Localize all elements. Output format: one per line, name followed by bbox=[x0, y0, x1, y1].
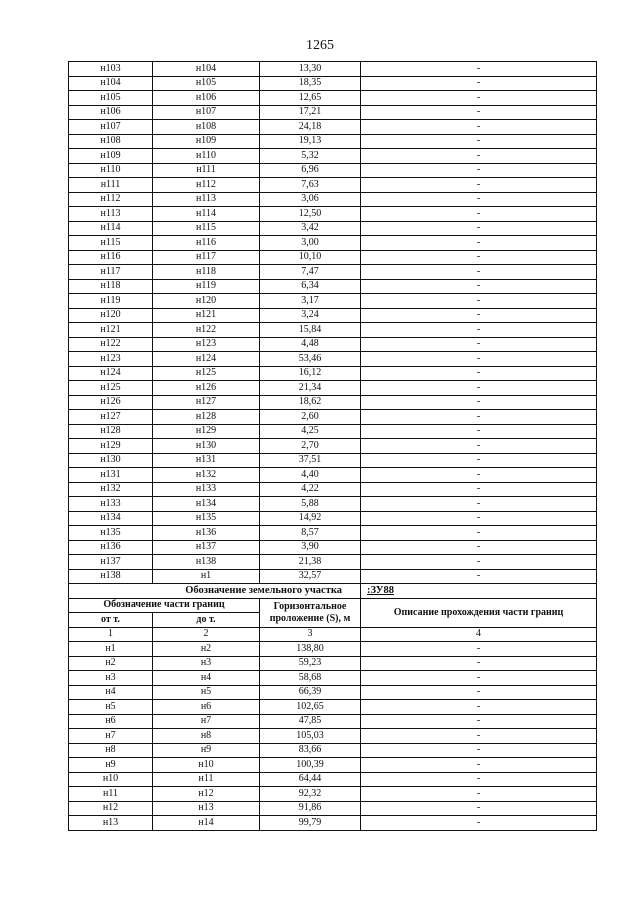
table-row bbox=[69, 540, 597, 555]
to-point: н6 bbox=[153, 700, 260, 715]
length-value: 59,23 bbox=[260, 656, 361, 671]
to-point: н118 bbox=[153, 265, 260, 280]
description-value: - bbox=[361, 526, 597, 541]
from-point: н131 bbox=[69, 468, 153, 483]
table-row bbox=[69, 221, 597, 236]
table-row bbox=[69, 714, 597, 729]
to-point: н104 bbox=[153, 62, 260, 77]
table-row bbox=[69, 236, 597, 251]
length-value: 12,50 bbox=[260, 207, 361, 222]
table-row bbox=[69, 671, 597, 686]
from-point: н133 bbox=[69, 497, 153, 512]
table-row bbox=[69, 801, 597, 816]
length-value: 5,32 bbox=[260, 149, 361, 164]
table-row bbox=[69, 105, 597, 120]
from-point: н120 bbox=[69, 308, 153, 323]
to-point: н131 bbox=[153, 453, 260, 468]
length-value: 8,57 bbox=[260, 526, 361, 541]
length-value: 4,25 bbox=[260, 424, 361, 439]
column-number: 1 bbox=[69, 627, 153, 642]
from-point: н130 bbox=[69, 453, 153, 468]
length-value: 37,51 bbox=[260, 453, 361, 468]
table-row bbox=[69, 642, 597, 657]
length-value: 6,96 bbox=[260, 163, 361, 178]
description-value: - bbox=[361, 62, 597, 77]
length-value: 5,88 bbox=[260, 497, 361, 512]
boundary-rows-bottom bbox=[69, 642, 597, 831]
description-value: - bbox=[361, 424, 597, 439]
length-value: 2,70 bbox=[260, 439, 361, 454]
description-value: - bbox=[361, 236, 597, 251]
header-parts: Обозначение части границ bbox=[69, 598, 260, 613]
to-point: н136 bbox=[153, 526, 260, 541]
description-value: - bbox=[361, 294, 597, 309]
description-value: - bbox=[361, 671, 597, 686]
length-value: 3,17 bbox=[260, 294, 361, 309]
length-value: 15,84 bbox=[260, 323, 361, 338]
to-point: н111 bbox=[153, 163, 260, 178]
length-value: 18,35 bbox=[260, 76, 361, 91]
description-value: - bbox=[361, 787, 597, 802]
length-value: 32,57 bbox=[260, 569, 361, 584]
to-point: н137 bbox=[153, 540, 260, 555]
table-row bbox=[69, 352, 597, 367]
from-point: н111 bbox=[69, 178, 153, 193]
from-point: н128 bbox=[69, 424, 153, 439]
length-value: 7,63 bbox=[260, 178, 361, 193]
description-value: - bbox=[361, 323, 597, 338]
length-value: 3,24 bbox=[260, 308, 361, 323]
length-value: 3,06 bbox=[260, 192, 361, 207]
description-value: - bbox=[361, 308, 597, 323]
length-value: 138,80 bbox=[260, 642, 361, 657]
to-point: н117 bbox=[153, 250, 260, 265]
table-row bbox=[69, 178, 597, 193]
length-value: 105,03 bbox=[260, 729, 361, 744]
table-row bbox=[69, 685, 597, 700]
from-point: н118 bbox=[69, 279, 153, 294]
table-row bbox=[69, 279, 597, 294]
length-value: 21,38 bbox=[260, 555, 361, 570]
table-row bbox=[69, 656, 597, 671]
table-row bbox=[69, 149, 597, 164]
description-value: - bbox=[361, 439, 597, 454]
from-point: н113 bbox=[69, 207, 153, 222]
from-point: н9 bbox=[69, 758, 153, 773]
description-value: - bbox=[361, 120, 597, 135]
to-point: н130 bbox=[153, 439, 260, 454]
table-row bbox=[69, 772, 597, 787]
plot-row bbox=[69, 584, 597, 599]
length-value: 13,30 bbox=[260, 62, 361, 77]
description-value: - bbox=[361, 337, 597, 352]
to-point: н126 bbox=[153, 381, 260, 396]
table-row bbox=[69, 758, 597, 773]
length-value: 3,90 bbox=[260, 540, 361, 555]
description-value: - bbox=[361, 468, 597, 483]
table-row bbox=[69, 468, 597, 483]
from-point: н122 bbox=[69, 337, 153, 352]
length-value: 24,18 bbox=[260, 120, 361, 135]
from-point: н103 bbox=[69, 62, 153, 77]
from-point: н12 bbox=[69, 801, 153, 816]
from-point: н8 bbox=[69, 743, 153, 758]
column-numbers-row bbox=[69, 627, 597, 642]
table-row bbox=[69, 453, 597, 468]
to-point: н10 bbox=[153, 758, 260, 773]
table-row bbox=[69, 323, 597, 338]
to-point: н12 bbox=[153, 787, 260, 802]
header-from: от т. bbox=[69, 613, 153, 628]
from-point: н129 bbox=[69, 439, 153, 454]
from-point: н116 bbox=[69, 250, 153, 265]
length-value: 83,66 bbox=[260, 743, 361, 758]
length-value: 10,10 bbox=[260, 250, 361, 265]
from-point: н110 bbox=[69, 163, 153, 178]
to-point: н124 bbox=[153, 352, 260, 367]
description-value: - bbox=[361, 265, 597, 280]
to-point: н123 bbox=[153, 337, 260, 352]
length-value: 58,68 bbox=[260, 671, 361, 686]
to-point: н9 bbox=[153, 743, 260, 758]
to-point: н125 bbox=[153, 366, 260, 381]
description-value: - bbox=[361, 540, 597, 555]
to-point: н128 bbox=[153, 410, 260, 425]
to-point: н133 bbox=[153, 482, 260, 497]
from-point: н124 bbox=[69, 366, 153, 381]
length-value: 66,39 bbox=[260, 685, 361, 700]
length-value: 21,34 bbox=[260, 381, 361, 396]
table-row bbox=[69, 729, 597, 744]
description-value: - bbox=[361, 758, 597, 773]
description-value: - bbox=[361, 178, 597, 193]
length-value: 99,79 bbox=[260, 816, 361, 831]
description-value: - bbox=[361, 163, 597, 178]
description-value: - bbox=[361, 207, 597, 222]
table-row bbox=[69, 555, 597, 570]
to-point: н127 bbox=[153, 395, 260, 410]
description-value: - bbox=[361, 656, 597, 671]
from-point: н105 bbox=[69, 91, 153, 106]
length-value: 92,32 bbox=[260, 787, 361, 802]
table-row bbox=[69, 482, 597, 497]
from-point: н109 bbox=[69, 149, 153, 164]
to-point: н113 bbox=[153, 192, 260, 207]
description-value: - bbox=[361, 700, 597, 715]
table-row bbox=[69, 207, 597, 222]
description-value: - bbox=[361, 192, 597, 207]
length-value: 6,34 bbox=[260, 279, 361, 294]
from-point: н132 bbox=[69, 482, 153, 497]
from-point: н119 bbox=[69, 294, 153, 309]
description-value: - bbox=[361, 279, 597, 294]
to-point: н114 bbox=[153, 207, 260, 222]
description-value: - bbox=[361, 366, 597, 381]
to-point: н115 bbox=[153, 221, 260, 236]
table-row bbox=[69, 381, 597, 396]
description-value: - bbox=[361, 395, 597, 410]
table-row bbox=[69, 526, 597, 541]
to-point: н110 bbox=[153, 149, 260, 164]
to-point: н1 bbox=[153, 569, 260, 584]
plot-value: :ЗУ88 bbox=[361, 584, 597, 599]
to-point: н11 bbox=[153, 772, 260, 787]
from-point: н136 bbox=[69, 540, 153, 555]
from-point: н138 bbox=[69, 569, 153, 584]
table-row bbox=[69, 337, 597, 352]
table-row bbox=[69, 395, 597, 410]
from-point: н6 bbox=[69, 714, 153, 729]
length-value: 91,86 bbox=[260, 801, 361, 816]
table-row bbox=[69, 743, 597, 758]
table-row bbox=[69, 265, 597, 280]
boundary-table bbox=[68, 61, 597, 831]
length-value: 102,65 bbox=[260, 700, 361, 715]
table-row bbox=[69, 366, 597, 381]
table-row bbox=[69, 439, 597, 454]
table-row bbox=[69, 424, 597, 439]
table-row bbox=[69, 700, 597, 715]
length-value: 12,65 bbox=[260, 91, 361, 106]
length-value: 3,42 bbox=[260, 221, 361, 236]
to-point: н5 bbox=[153, 685, 260, 700]
to-point: н138 bbox=[153, 555, 260, 570]
to-point: н121 bbox=[153, 308, 260, 323]
table-row bbox=[69, 787, 597, 802]
to-point: н105 bbox=[153, 76, 260, 91]
description-value: - bbox=[361, 410, 597, 425]
description-value: - bbox=[361, 816, 597, 831]
to-point: н116 bbox=[153, 236, 260, 251]
table-row bbox=[69, 91, 597, 106]
length-value: 47,85 bbox=[260, 714, 361, 729]
description-value: - bbox=[361, 729, 597, 744]
length-value: 3,00 bbox=[260, 236, 361, 251]
length-value: 4,40 bbox=[260, 468, 361, 483]
to-point: н112 bbox=[153, 178, 260, 193]
column-number: 2 bbox=[153, 627, 260, 642]
page-number: 1265 bbox=[306, 38, 334, 53]
description-value: - bbox=[361, 497, 597, 512]
table-row bbox=[69, 134, 597, 149]
to-point: н106 bbox=[153, 91, 260, 106]
table-row bbox=[69, 250, 597, 265]
to-point: н13 bbox=[153, 801, 260, 816]
description-value: - bbox=[361, 569, 597, 584]
to-point: н134 bbox=[153, 497, 260, 512]
header-description: Описание прохождения части границ bbox=[361, 598, 597, 627]
column-number: 4 bbox=[361, 627, 597, 642]
to-point: н120 bbox=[153, 294, 260, 309]
table-row bbox=[69, 410, 597, 425]
column-number: 3 bbox=[260, 627, 361, 642]
length-value: 7,47 bbox=[260, 265, 361, 280]
length-value: 100,39 bbox=[260, 758, 361, 773]
from-point: н117 bbox=[69, 265, 153, 280]
from-point: н137 bbox=[69, 555, 153, 570]
from-point: н5 bbox=[69, 700, 153, 715]
table-row bbox=[69, 76, 597, 91]
table-row bbox=[69, 569, 597, 584]
to-point: н135 bbox=[153, 511, 260, 526]
description-value: - bbox=[361, 250, 597, 265]
from-point: н107 bbox=[69, 120, 153, 135]
table-row bbox=[69, 294, 597, 309]
table-row bbox=[69, 192, 597, 207]
from-point: н134 bbox=[69, 511, 153, 526]
length-value: 64,44 bbox=[260, 772, 361, 787]
from-point: н127 bbox=[69, 410, 153, 425]
description-value: - bbox=[361, 221, 597, 236]
description-value: - bbox=[361, 149, 597, 164]
from-point: н126 bbox=[69, 395, 153, 410]
from-point: н11 bbox=[69, 787, 153, 802]
description-value: - bbox=[361, 76, 597, 91]
to-point: н132 bbox=[153, 468, 260, 483]
table-row bbox=[69, 120, 597, 135]
to-point: н129 bbox=[153, 424, 260, 439]
from-point: н114 bbox=[69, 221, 153, 236]
from-point: н106 bbox=[69, 105, 153, 120]
description-value: - bbox=[361, 352, 597, 367]
description-value: - bbox=[361, 381, 597, 396]
length-value: 16,12 bbox=[260, 366, 361, 381]
description-value: - bbox=[361, 743, 597, 758]
length-value: 4,48 bbox=[260, 337, 361, 352]
boundary-rows-top bbox=[69, 62, 597, 584]
from-point: н125 bbox=[69, 381, 153, 396]
from-point: н135 bbox=[69, 526, 153, 541]
description-value: - bbox=[361, 714, 597, 729]
table-row bbox=[69, 511, 597, 526]
description-value: - bbox=[361, 642, 597, 657]
header-row bbox=[69, 598, 597, 613]
from-point: н108 bbox=[69, 134, 153, 149]
table-row bbox=[69, 308, 597, 323]
from-point: н4 bbox=[69, 685, 153, 700]
from-point: н2 bbox=[69, 656, 153, 671]
table-row bbox=[69, 816, 597, 831]
length-value: 17,21 bbox=[260, 105, 361, 120]
from-point: н3 bbox=[69, 671, 153, 686]
header-to: до т. bbox=[153, 613, 260, 628]
description-value: - bbox=[361, 555, 597, 570]
from-point: н121 bbox=[69, 323, 153, 338]
from-point: н123 bbox=[69, 352, 153, 367]
plot-label: Обозначение земельного участка bbox=[69, 584, 361, 599]
from-point: н7 bbox=[69, 729, 153, 744]
to-point: н3 bbox=[153, 656, 260, 671]
table-row bbox=[69, 497, 597, 512]
from-point: н13 bbox=[69, 816, 153, 831]
description-value: - bbox=[361, 772, 597, 787]
length-value: 18,62 bbox=[260, 395, 361, 410]
to-point: н14 bbox=[153, 816, 260, 831]
to-point: н4 bbox=[153, 671, 260, 686]
description-value: - bbox=[361, 91, 597, 106]
from-point: н112 bbox=[69, 192, 153, 207]
description-value: - bbox=[361, 482, 597, 497]
to-point: н8 bbox=[153, 729, 260, 744]
description-value: - bbox=[361, 134, 597, 149]
length-value: 2,60 bbox=[260, 410, 361, 425]
description-value: - bbox=[361, 105, 597, 120]
to-point: н108 bbox=[153, 120, 260, 135]
description-value: - bbox=[361, 511, 597, 526]
to-point: н7 bbox=[153, 714, 260, 729]
to-point: н109 bbox=[153, 134, 260, 149]
from-point: н115 bbox=[69, 236, 153, 251]
to-point: н119 bbox=[153, 279, 260, 294]
from-point: н104 bbox=[69, 76, 153, 91]
to-point: н2 bbox=[153, 642, 260, 657]
length-value: 14,92 bbox=[260, 511, 361, 526]
to-point: н107 bbox=[153, 105, 260, 120]
table-row bbox=[69, 62, 597, 77]
from-point: н10 bbox=[69, 772, 153, 787]
length-value: 19,13 bbox=[260, 134, 361, 149]
from-point: н1 bbox=[69, 642, 153, 657]
description-value: - bbox=[361, 685, 597, 700]
table-row bbox=[69, 163, 597, 178]
length-value: 53,46 bbox=[260, 352, 361, 367]
description-value: - bbox=[361, 801, 597, 816]
to-point: н122 bbox=[153, 323, 260, 338]
length-value: 4,22 bbox=[260, 482, 361, 497]
description-value: - bbox=[361, 453, 597, 468]
header-length: Горизонтальное проложение (S), м bbox=[260, 598, 361, 627]
